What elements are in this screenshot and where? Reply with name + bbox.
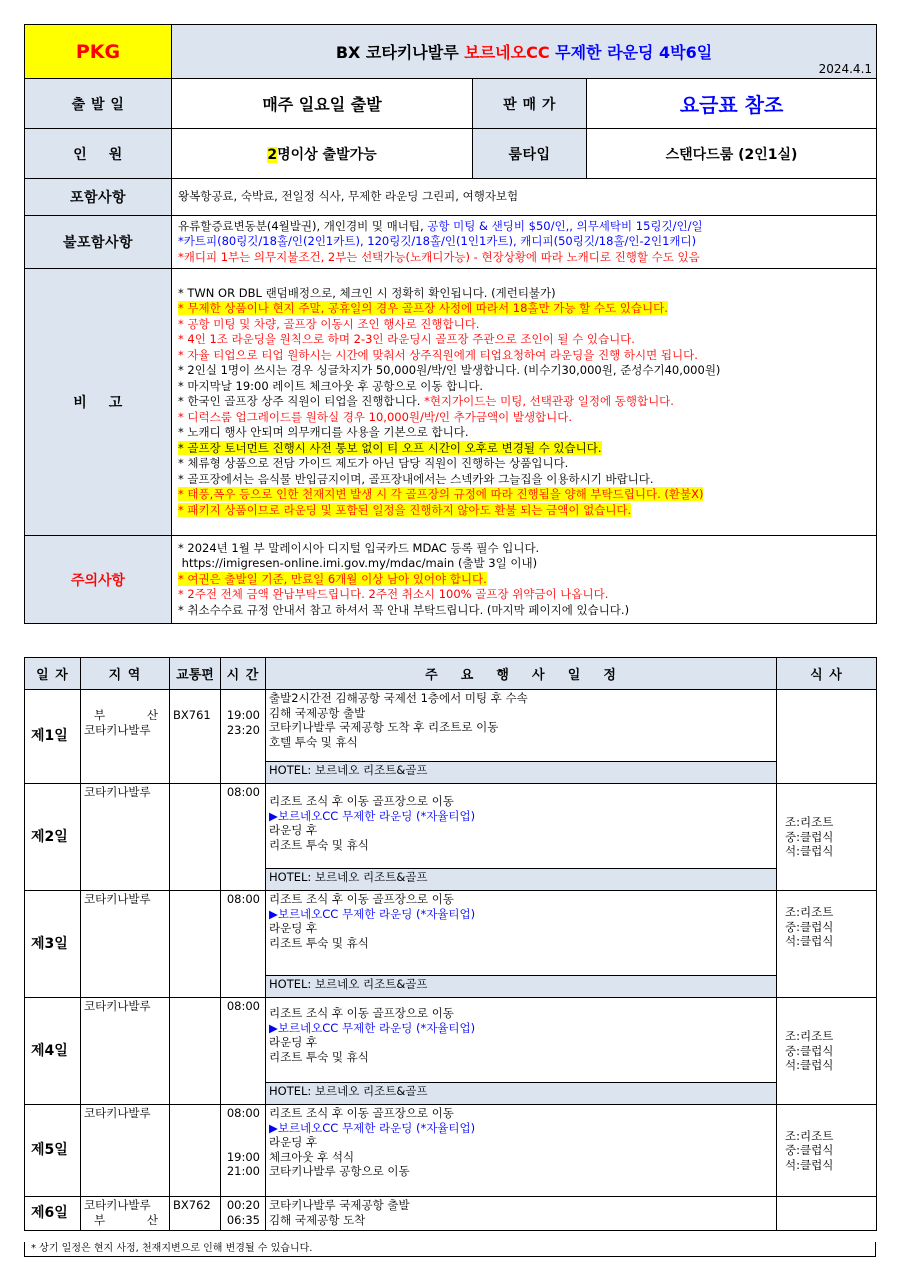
- col-header-transport: 교통편: [170, 658, 221, 690]
- region-busan: [84, 1213, 166, 1228]
- activity-line: 호텔 투숙 및 휴식: [269, 734, 358, 749]
- remark-item: * 골프장에서는 음식물 반입금지이며, 골프장내에서는 스넥카와 그늘집을 이용하시기 바랍니다.: [178, 471, 654, 486]
- flight-number: BX762: [173, 1198, 211, 1212]
- activity-line: 리조트 투숙 및 휴식: [269, 837, 369, 852]
- day-label: 제1일: [25, 690, 81, 784]
- activity-line: 코타키나발루 국제공항 출발: [269, 1198, 410, 1212]
- day-region: [81, 690, 170, 784]
- day-label: 제6일: [25, 1197, 81, 1231]
- remark-item: * 자율 티업으로 티업 원하시는 시간에 맞춰서 상주직원에게 티업요청하여 라운딩을 진행 하시면 됩니다.: [178, 347, 698, 362]
- remarks-list: [172, 269, 877, 536]
- day-meals: [777, 891, 877, 998]
- day-time: [221, 1197, 266, 1231]
- day-transport: [170, 1197, 221, 1231]
- activity-line: 라운딩 후: [269, 823, 318, 837]
- col-header-region: 지 역: [81, 658, 170, 690]
- day-meals: [777, 1105, 877, 1197]
- region-kk: 코타키나발루: [84, 999, 151, 1013]
- region-kk: 코타키나발루: [84, 892, 151, 906]
- schedule-footnote: * 상기 일정은 현지 사정, 천재지변으로 인해 변경될 수 있습니다.: [24, 1242, 876, 1257]
- region-kk: 코타키나발루: [84, 1198, 151, 1212]
- golf-round-line: ▶보르네오CC 무제한 라운딩 (*자율티업): [269, 906, 476, 921]
- time-value: 06:35: [226, 1212, 260, 1227]
- excluded-line-3: *캐디피 1부는 의무지불조건, 2부는 선택가능(노캐디가능) - 현장상황에 따라 노캐디로 진행할 수도 있음: [178, 249, 700, 264]
- remark-item: * 골프장 토너먼트 진행시 사전 통보 없이 티 오프 시간이 오후로 변경될 수 있습니다.: [178, 440, 602, 455]
- golf-round-line: ▶보르네오CC 무제한 라운딩 (*자율티업): [269, 1020, 476, 1035]
- day-time: [221, 891, 266, 998]
- remark-item: * 노캐디 행사 안되며 의무캐디를 사용을 기본으로 합니다.: [178, 425, 469, 440]
- remark-item: * TWN OR DBL 랜덤배정으로, 체크인 시 정확히 확인됩니다. (게런티불가): [178, 285, 556, 300]
- included-text: 왕복항공료, 숙박료, 전일정 식사, 무제한 라운딩 그린피, 여행자보험: [178, 189, 519, 204]
- day-activities: [266, 1197, 777, 1231]
- time-value: 08:00: [226, 1106, 260, 1120]
- region-char: 부: [94, 708, 106, 722]
- day-meals: [777, 1197, 877, 1231]
- remark-item-part: * 한국인 골프장 상주 직원이 티업을 진행합니다.: [178, 394, 425, 409]
- departure-label: 출 발 일: [25, 79, 172, 129]
- day-activities: [266, 784, 777, 869]
- hotel-line: HOTEL: 보르네오 리조트&골프: [266, 762, 777, 784]
- caution-item: * 여권은 출발일 기준, 만료일 6개월 이상 남아 있어야 합니다.: [178, 571, 487, 586]
- activity-line: 출발2시간전 김해공항 국제선 1층에서 미팅 후 수속: [269, 691, 528, 705]
- time-value: 08:00: [226, 785, 260, 799]
- day-label: 제5일: [25, 1105, 81, 1197]
- people-value-text: 명이상 출발가능: [277, 146, 377, 163]
- remark-item: * 2인실 1명이 쓰시는 경우 싱글차지가 50,000원/박/인 발생합니다. (비수기30,000원, 준성수기40,000원): [178, 363, 721, 378]
- room-type-label: 룸타입: [473, 129, 587, 179]
- day-label: 제3일: [25, 891, 81, 998]
- activity-line: 리조트 투숙 및 휴식: [269, 935, 369, 950]
- meal-breakfast: 조:리조트: [785, 1029, 834, 1044]
- activity-line: 리조트 투숙 및 휴식: [269, 1049, 369, 1064]
- region-char: 부: [94, 1212, 106, 1227]
- region-kk: 코타키나발루: [84, 722, 151, 737]
- day-activities: [266, 998, 777, 1083]
- remark-item: * 마지막날 19:00 레이트 체크아웃 후 공항으로 이동 합니다.: [178, 378, 484, 393]
- time-value: 19:00: [226, 1149, 260, 1164]
- remarks-label: 비 고: [25, 269, 172, 536]
- activity-line: 코타키나발루 국제공항 도착 후 리조트로 이동: [269, 720, 499, 734]
- region-char: 산: [146, 708, 158, 722]
- caution-list: [172, 536, 877, 624]
- excluded-line-1b: 공항 미팅 & 샌딩비 $50/인,, 의무세탁비 15링깃/인/일: [427, 218, 703, 233]
- remark-item: * 태풍,폭우 등으로 인한 천재지변 발생 시 각 골프장의 규정에 따라 진행됨을 양해 부탁드립니다. (환불X): [178, 487, 704, 502]
- region-kk: 코타키나발루: [84, 785, 151, 799]
- excluded-line-1: [178, 219, 870, 235]
- col-header-day: 일 자: [25, 658, 81, 690]
- time-value: 08:00: [226, 892, 260, 906]
- remark-item: * 디럭스룸 업그레이드를 원하실 경우 10,000원/박/인 추가금액이 발생합니다.: [178, 409, 573, 424]
- remark-item: * 무제한 상품이나 현지 주말, 공휴일의 경우 골프장 사정에 따라서 18홀만 가능 할 수도 있습니다.: [178, 301, 668, 316]
- excluded-line-2: *카트피(80링깃/18홀/인(2인1카트), 120링깃/18홀/인(1인1카트), 캐디피(50링깃/18홀/인-2인1캐디): [178, 234, 697, 249]
- package-title: [172, 25, 877, 79]
- activity-line: 리조트 조식 후 이동 골프장으로 이동: [269, 794, 454, 808]
- remark-item: * 체류형 상품으로 전담 가이드 제도가 아닌 담당 직원이 진행하는 상품입니다.: [178, 456, 569, 471]
- people-min-number: 2: [267, 146, 278, 163]
- day-activities: [266, 690, 777, 762]
- day-region: [81, 784, 170, 891]
- day-label: 제4일: [25, 998, 81, 1105]
- day-meals: [777, 998, 877, 1105]
- pkg-badge: PKG: [25, 25, 172, 79]
- day-meals: [777, 690, 877, 784]
- day-time: [221, 784, 266, 891]
- itinerary-table: [24, 657, 877, 1231]
- activity-line: 김해 국제공항 도착: [269, 1212, 366, 1227]
- day-region: [81, 1197, 170, 1231]
- meal-breakfast: 조:리조트: [785, 815, 834, 830]
- title-text-3: 무제한 라운딩 4박6일: [549, 43, 713, 62]
- meal-lunch: 중:클럽식: [785, 919, 834, 934]
- day-transport: [170, 1105, 221, 1197]
- meal-breakfast: 조:리조트: [785, 1128, 834, 1143]
- day-activities: [266, 1105, 777, 1197]
- hotel-line: HOTEL: 보르네오 리조트&골프: [266, 1083, 777, 1105]
- meal-lunch: 중:클럽식: [785, 1043, 834, 1058]
- region-kk: 코타키나발루: [84, 1106, 151, 1120]
- document-date: 2024.4.1: [818, 62, 873, 76]
- day-transport: [170, 998, 221, 1105]
- day-time: [221, 1105, 266, 1197]
- time-value: 21:00: [226, 1164, 260, 1178]
- region-char: 산: [146, 1212, 158, 1227]
- remark-item: * 패키지 상품이므로 라운딩 및 포함된 일정을 진행하지 않아도 환불 되는 금액이 없습니다.: [178, 502, 632, 517]
- mdac-url: https://imigresen-online.imi.gov.my/mdac/main (출발 3일 이내): [178, 556, 538, 571]
- price-label: 판 매 가: [473, 79, 587, 129]
- package-info-table: [24, 24, 877, 624]
- day-activities: [266, 891, 777, 976]
- day-time: [221, 690, 266, 784]
- activity-line: 라운딩 후: [269, 921, 318, 935]
- caution-label: 주의사항: [25, 536, 172, 624]
- people-value: [172, 129, 473, 179]
- meal-dinner: 석:클럽식: [785, 1058, 834, 1073]
- hotel-line: HOTEL: 보르네오 리조트&골프: [266, 976, 777, 998]
- departure-value: 매주 일요일 출발: [172, 79, 473, 129]
- activity-line: 코타키나발루 공항으로 이동: [269, 1164, 410, 1178]
- col-header-schedule: 주 요 행 사 일 정: [266, 658, 777, 690]
- caution-item: * 취소수수료 규정 안내서 참고 하셔서 꼭 안내 부탁드립니다. (마지막 페이지에 있습니다.): [178, 602, 630, 617]
- remark-item: [178, 394, 870, 410]
- room-type-value: 스탠다드룸 (2인1실): [587, 129, 877, 179]
- meal-dinner: 석:클럽식: [785, 934, 834, 948]
- excluded-value: [172, 216, 877, 269]
- day-region: [81, 1105, 170, 1197]
- remark-item: * 공항 미팅 및 차량, 골프장 이동시 조인 행사로 진행합니다.: [178, 316, 480, 331]
- day-region: [81, 891, 170, 998]
- people-label: 인 원: [25, 129, 172, 179]
- remark-item: * 4인 1조 라운딩을 원칙으로 하며 2-3인 라운딩시 골프장 주관으로 조인이 될 수 있습니다.: [178, 332, 635, 347]
- day-region: [81, 998, 170, 1105]
- activity-line: 체크아웃 후 석식: [269, 1149, 355, 1164]
- day-transport: [170, 891, 221, 998]
- activity-line: 리조트 조식 후 이동 골프장으로 이동: [269, 1006, 454, 1020]
- excluded-line-1a: 유류할증료변동분(4월발권), 개인경비 및 매너팁,: [178, 218, 428, 233]
- golf-round-line: ▶보르네오CC 무제한 라운딩 (*자율티업): [269, 808, 476, 823]
- activity-line: 김해 국제공항 출발: [269, 705, 366, 720]
- price-value: 요금표 참조: [587, 79, 877, 129]
- day-transport: [170, 690, 221, 784]
- meal-dinner: 석:클럽식: [785, 844, 834, 859]
- col-header-time: 시 간: [221, 658, 266, 690]
- remark-item-part: *현지가이드는 미팅, 선택관광 일정에 동행합니다.: [424, 394, 674, 409]
- activity-line: 리조트 조식 후 이동 골프장으로 이동: [269, 1106, 454, 1120]
- golf-round-line: ▶보르네오CC 무제한 라운딩 (*자율티업): [269, 1120, 476, 1135]
- day-meals: [777, 784, 877, 891]
- excluded-label: 불포함사항: [25, 216, 172, 269]
- activity-line: 라운딩 후: [269, 1135, 318, 1149]
- day-transport: [170, 784, 221, 891]
- day-label: 제2일: [25, 784, 81, 891]
- day-time: [221, 998, 266, 1105]
- activity-line: 리조트 조식 후 이동 골프장으로 이동: [269, 892, 454, 906]
- time-value: 00:20: [226, 1198, 260, 1212]
- time-value: 08:00: [226, 999, 260, 1013]
- title-text-2: 보르네오CC: [464, 43, 550, 62]
- region-busan: [84, 708, 166, 723]
- time-value: 23:20: [226, 722, 260, 737]
- col-header-meal: 식 사: [777, 658, 877, 690]
- hotel-line: HOTEL: 보르네오 리조트&골프: [266, 869, 777, 891]
- meal-dinner: 석:클럽식: [785, 1157, 834, 1172]
- meal-breakfast: 조:리조트: [785, 905, 834, 919]
- activity-line: 라운딩 후: [269, 1035, 318, 1049]
- time-value: 19:00: [226, 708, 260, 722]
- caution-item: * 2주전 전체 금액 완납부탁드립니다. 2주전 취소시 100% 골프장 위약금이 나옵니다.: [178, 587, 609, 602]
- meal-lunch: 중:클럽식: [785, 829, 834, 844]
- flight-number: BX761: [173, 708, 211, 722]
- title-text-1: BX 코타키나발루: [335, 43, 465, 62]
- included-label: 포함사항: [25, 179, 172, 216]
- caution-item: * 2024년 1월 부 말레이시아 디지털 입국카드 MDAC 등록 필수 입니다.: [178, 540, 540, 555]
- included-value: [172, 179, 877, 216]
- meal-lunch: 중:클럽식: [785, 1143, 834, 1158]
